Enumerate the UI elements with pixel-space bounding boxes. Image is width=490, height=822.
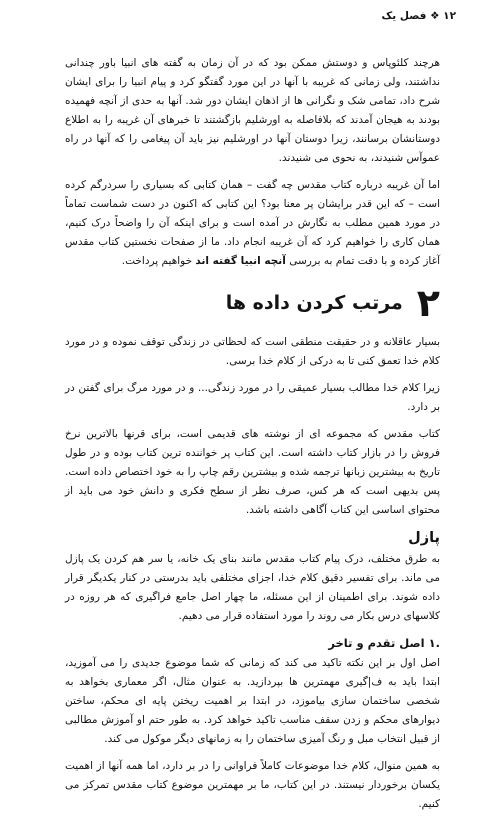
section-title: مرتب کردن داده ها [225, 292, 403, 314]
paragraph-stranger-end: خواهیم پرداخت. [121, 255, 193, 267]
prophets-said-phrase: آنچه انبیا گفته اند [195, 255, 286, 267]
page-number: ۱۲ [443, 10, 456, 22]
paragraph-principle: اصل اول بر این نکته تاکید می کند که زمانی که شما موضوع جدیدی را می آموزید، ابتدا باید به ف|گیری مهمترین ها بپردازید. به عنوان مثال، اگر معماری بخواهد به شخصی ساختمان سازی بیاموزد، در ابتدا بر اهمیت ریختن پایه ای محکم، ساختن دیوارهای محکم و زدن سقف مناسب تاکید خواهد کرد. به طور حتم او آموزش مطالبی از قبیل انتخاب مبل و رنگ آمیزی ساختمان را به زمانهای دیگر موکول می کند. [65, 657, 440, 745]
paragraph-focus: به همین منوال، کلام خدا موضوعات کاملاً فراوانی را در بر دارد، اما همه آنها از اهمیت یکسان برخوردار نیستند. در این کتاب، ما بر مهمترین موضوع کتاب مقدس تمرکز می کنیم. [65, 760, 440, 810]
paragraph-bestseller: کتاب مقدس که مجموعه ای از نوشته های قدیمی است، برای قرنها بالاترین نرخ فروش را در بازار کتاب داشته است. این کتاب پر خواننده ترین کتاب بوده و در طول تاریخ به بیشترین زبانها ترجمه شده و بیشترین رقم چاپ را به خود اختصاص داده است. پس بدیهی است که هر کس، صرف نظر از سطح فکری و دانش خود می باید از محتوای اساسی این کتاب آگاهی داشته باشد. [65, 428, 440, 516]
section-heading [65, 281, 440, 325]
paragraph-wise: بسیار عاقلانه و در حقیقت منطقی است که لحظاتی در زندگی توقف نموده و در مورد کلام خدا تعمق کنی تا به درکی از کلام خدا برسی. [65, 336, 440, 367]
principle-number: ۱. [428, 636, 440, 650]
paragraph-stranger [65, 176, 440, 271]
principle-title: اصل تقدم و تاخر [328, 636, 425, 650]
header-separator-icon: ❖ [430, 10, 440, 22]
subsection-heading: پازل [408, 530, 440, 546]
paragraph-stranger-text: اما آن غریبه درباره کتاب مقدس چه گفت – همان کتابی که بسیاری را سردرگم کرده است – که این قدر برایشان پر معنا بود؟ این کتابی که اکنون در دست شماست تماماً در مورد همین مطلب به نگارش در آمده است و برای اینکه آن را واضحاً درک کنیم، همان کاری را خواهیم کرد که آن غریبه انجام داد. ما از صفحات نخستین کتاب مقدس آغاز کرده و با دقت تمام به بررسی [65, 179, 440, 267]
page-body [65, 54, 440, 822]
chapter-label: فصل یک [381, 10, 427, 22]
paragraph-cleopas: هرچند کلئوپاس و دوستش ممکن بود که در آن زمان به گفته های انبیا باور چندانی نداشتند، ولی زمانی که غریبه با آنها در این مورد گفتگو کرد و پیام انبیا را برای ایشان شرح داد، تمامی شک و نگرانی ها از اذهان ایشان دور شد. آنها به حدی از آنچه فهمیده بودند به هیجان آمدند که بلافاصله به اورشلیم بازگشتند تا خبرهای آن غریبه را به اطلاع دوستانشان برسانند، زیرا دوستان آنها در اورشلیم نیز باید آن پیغامی را که آنها در راه عموآس شنیدند، به نحوی می شنیدند. [65, 57, 440, 164]
principle-heading [65, 634, 440, 652]
page-header [381, 10, 456, 22]
paragraph-deep-things: زیرا کلام خدا مطالب بسیار عمیقی را در مورد زندگی... و در مورد مرگ برای گفتن در بر دارد. [65, 382, 440, 413]
section-number: ۲ [416, 281, 440, 325]
paragraph-puzzle: به طرق مختلف، درک پیام کتاب مقدس مانند بنای یک خانه، یا سر هم کردن یک پازل می ماند. برای تفسیر دقیق کلام خدا، اجزای مختلفی باید بدرستی در کنار یکدیگر قرار داده شوند. برای اطمینان از این مسئله، ما چهار اصل جامع فراگیری که هر روزه در کلاسهای درس بکار می روند را مورد استفاده قرار می دهیم. [65, 553, 440, 622]
